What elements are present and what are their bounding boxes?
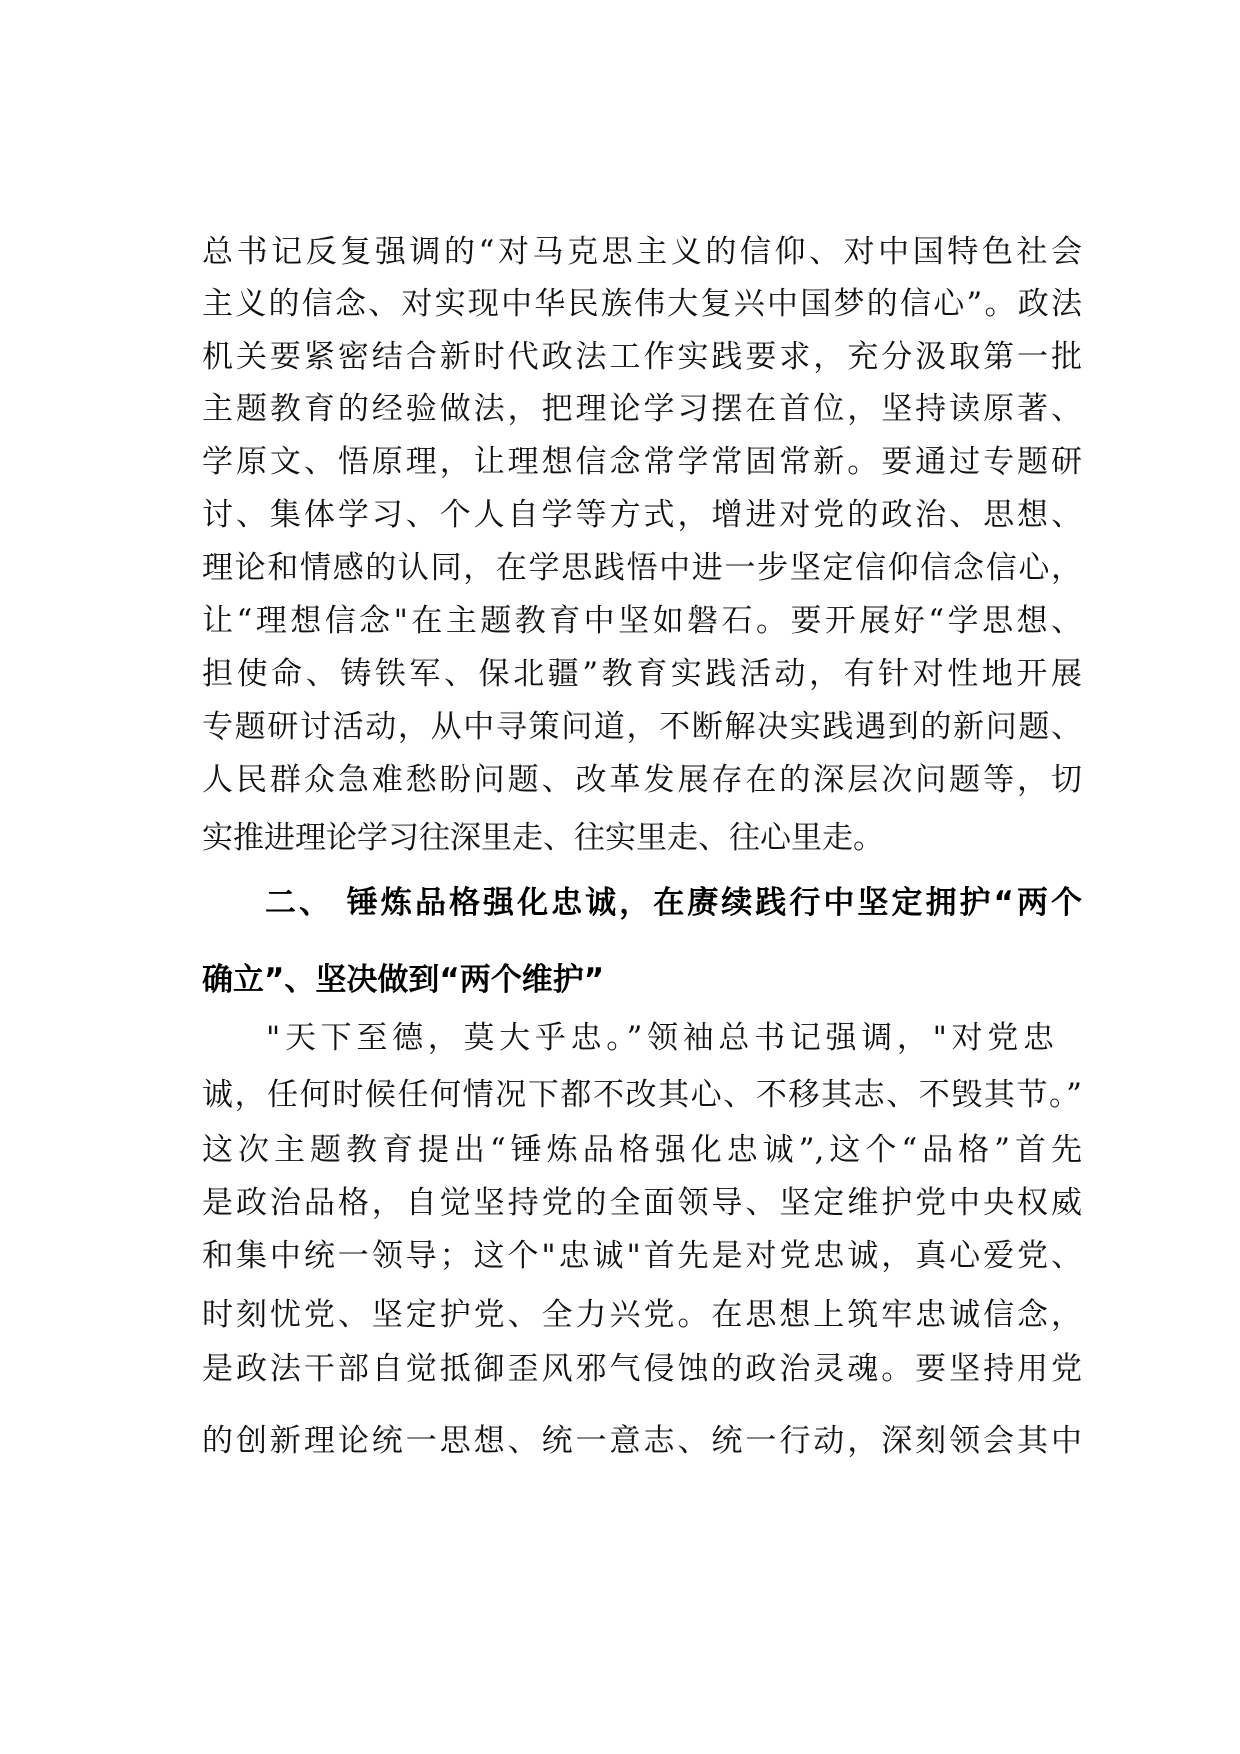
paragraph-1-line-2: 主义的信念、对实现中华民族伟大复兴中国梦的信心”。政法	[202, 286, 1082, 322]
paragraph-1-line-10: 专题研讨活动，从中寻策问道，不断解决实践遇到的新问题、	[202, 709, 1082, 745]
paragraph-1-line-12: 实推进理论学习往深里走、往实里走、往心里走。	[202, 820, 884, 856]
paragraph-1-line-11: 人民群众急难愁盼问题、改革发展存在的深层次问题等，切	[202, 762, 1082, 798]
paragraph-2-line-4: 是政治品格，自觉坚持党的全面领导、坚定维护党中央权威	[202, 1185, 1082, 1221]
section-2-heading-line-2: 确立”、坚决做到“两个维护”	[202, 962, 605, 998]
paragraph-2-line-1: "天下至德，莫大乎忠。”领袖总书记强调，"对党忠	[266, 1020, 1054, 1056]
paragraph-2-line-3: 这次主题教育提出“锤炼品格强化忠诚”,这个“品格”首先	[202, 1132, 1082, 1168]
paragraph-1-line-8: 让“理想信念"在主题教育中坚如磐石。要开展好“学思想、	[202, 603, 1082, 639]
paragraph-1-line-9: 担使命、铸铁军、保北疆”教育实践活动，有针对性地开展	[202, 656, 1082, 692]
paragraph-1-line-5: 学原文、悟原理，让理想信念常学常固常新。要通过专题研	[202, 444, 1082, 480]
paragraph-2-line-6: 时刻忧党、坚定护党、全力兴党。在思想上筑牢忠诚信念，	[202, 1297, 1082, 1333]
paragraph-2-line-7: 是政法干部自觉抵御歪风邪气侵蚀的政治灵魂。要坚持用党	[202, 1351, 1082, 1387]
paragraph-2-line-8: 的创新理论统一思想、统一意志、统一行动，深刻领会其中	[202, 1423, 1082, 1459]
section-2-heading-line-1: 二、 锤炼品格强化忠诚，在赓续践行中坚定拥护“两个	[265, 885, 1082, 921]
paragraph-2-line-5: 和集中统一领导；这个"忠诚"首先是对党忠诚，真心爱党、	[202, 1238, 1082, 1274]
paragraph-1-line-3: 机关要紧密结合新时代政法工作实践要求，充分汲取第一批	[202, 339, 1082, 375]
paragraph-1-line-1: 总书记反复强调的“对马克思主义的信仰、对中国特色社会	[202, 234, 1082, 270]
paragraph-1-line-7: 理论和情感的认同，在学思践悟中进一步坚定信仰信念信心，	[202, 550, 1082, 586]
paragraph-1-line-6: 讨、集体学习、个人自学等方式，增进对党的政治、思想、	[202, 497, 1082, 533]
paragraph-1-line-4: 主题教育的经验做法，把理论学习摆在首位，坚持读原著、	[202, 391, 1082, 427]
paragraph-2-line-2: 诚，任何时候任何情况下都不改其心、不移其志、不毁其节。”	[202, 1077, 1082, 1113]
